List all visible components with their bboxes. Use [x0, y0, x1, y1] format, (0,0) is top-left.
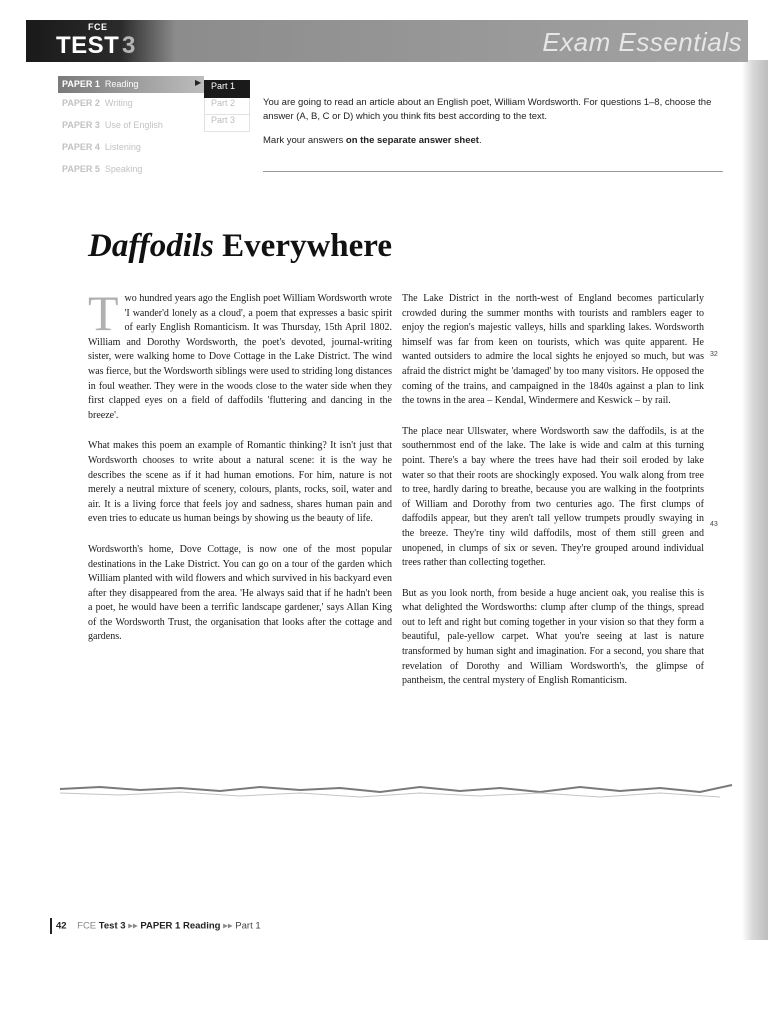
part-2-tab[interactable]: Part 2: [204, 98, 250, 115]
nav-paper-4[interactable]: PAPER 4 Listening: [62, 142, 141, 152]
instructions-text: You are going to read an article about an English poet, William Wordsworth. For questions 1–8, choose the answer (A, B, C or D) which you think fits best according to the text.: [263, 97, 712, 122]
article-column-left: [88, 285, 392, 661]
mark-instruction: Mark your answers on the separate answer sheet.: [263, 135, 482, 146]
article-title: Daffodils Everywhere: [88, 228, 392, 264]
paragraph: Two hundred years ago the English poet William Wordsworth wrote 'I wander'd lonely as a cloud', a poem that expresses a basic spirit of early English Romanticism. It was Thursday, 15th April 1802. William and Dorothy Wordsworth, the poet's devoted, journal-writing sister, were walking home to Dove Cottage in the Lake District. The wind was fierce, but the Wordsworth siblings were used to striding long distances in foul weather. They were in the woods close to the water side when they first clapped eyes on a field of daffodils 'fluttering and dancing in the breeze'.: [88, 285, 392, 421]
torn-edge: [60, 775, 740, 805]
paragraph: The place near Ullswater, where Wordsworth saw the daffodils, is at the southernmost end of the lake. The lake is wide and calm at this turning point. There's a bay where the trees have had their soil eroded by lake water so that their roots are shockingly exposed. You walk along from tree to tree, hardly daring to breathe, because you are walking in the footprints of William and Dorothy from two centuries ago. The first clumps of daffodils appear, but they aren't tall yellow trumpets proudly swaying in the breeze. They're tiny wild daffodils, most of them still green and unopened, in clumps of six or seven. They're grouped around individual trees rather than collecting together.: [402, 425, 704, 569]
nav-paper-1[interactable]: PAPER 1 Reading: [58, 76, 204, 93]
paragraph: Wordsworth's home, Dove Cottage, is now one of the most popular destinations in the Lake District. You can go on a tour of the garden which William planted with wild flowers and which survived in his backyard even after they disappeared from the area. 'He always said that if he hadn't been a poet, he would have been a terrific landscape gardener,' says Allan King of the Wordsworth Trust, the organisation that looks after the cottage and gardens.: [88, 543, 392, 643]
part-navigation: [204, 80, 250, 132]
drop-cap: T: [88, 285, 119, 341]
line-reference: 32: [710, 351, 718, 358]
test-label: TEST: [56, 32, 120, 59]
paper-navigation: [58, 76, 204, 186]
part-3-tab[interactable]: Part 3: [204, 115, 250, 132]
nav-paper-2[interactable]: PAPER 2 Writing: [62, 98, 133, 108]
page-number: 42: [56, 920, 67, 932]
exam-essentials-banner: Exam Essentials: [542, 27, 742, 57]
nav-arrow-icon: ▶: [195, 78, 202, 87]
nav-paper-5[interactable]: PAPER 5 Speaking: [62, 164, 143, 174]
part-1-tab[interactable]: Part 1: [204, 80, 250, 98]
line-reference: 43: [710, 521, 718, 528]
paragraph: But as you look north, from beside a huge ancient oak, you realise this is what delighted the Wordsworths: clump after clump of the things, spread out to left and right but coming together in your vision so that they form a beautiful, pale-yellow carpet. What you're seeing at last is nature transformed by human sight and imagination. For a second, you share that revelation of Dorothy and William Wordsworth's, the glimpse of pantheism, the central mystery of English Romanticism.: [402, 587, 704, 687]
task-instructions: [263, 96, 723, 158]
page-edge-shadow: [742, 60, 768, 940]
series-label: FCE: [88, 22, 108, 32]
divider: [263, 171, 723, 172]
footer-bar: [50, 918, 52, 934]
paragraph: The Lake District in the north-west of England becomes particularly crowded during the summer months with tourists and ramblers eager to enjoy the region's majestic valleys, hills and sparkling lakes. Wordsworth himself was far from keen on tourists, which was quite apparent. He wanted outsiders to admire the local sights he enjoyed so much, but was afraid the district might be 'damaged' by too many visitors. He opposed the coming of the trains, and campaigned in the 1840s against a plan to link the towns in the area – Kendal, Windermere and Keswick – by rail.: [402, 293, 704, 407]
nav-paper-3[interactable]: PAPER 3 Use of English: [62, 120, 163, 130]
test-number: 3: [122, 32, 136, 59]
article-column-right: [402, 292, 704, 705]
page-footer: 42 FCE Test 3 ▸▸ PAPER 1 Reading ▸▸ Part 1: [50, 918, 261, 934]
paragraph: What makes this poem an example of Romantic thinking? It isn't just that Wordsworth chooses to write about a natural scene: it is the way he describes the scene as if it had human emotions. For him, nature is not merely a neutral mixture of scenery, colours, plants, rocks, soil, water and air. It is a living force that feels joy and sadness, shares human pain and even tries to educate us human beings by showing us the beauty of life.: [88, 440, 392, 525]
